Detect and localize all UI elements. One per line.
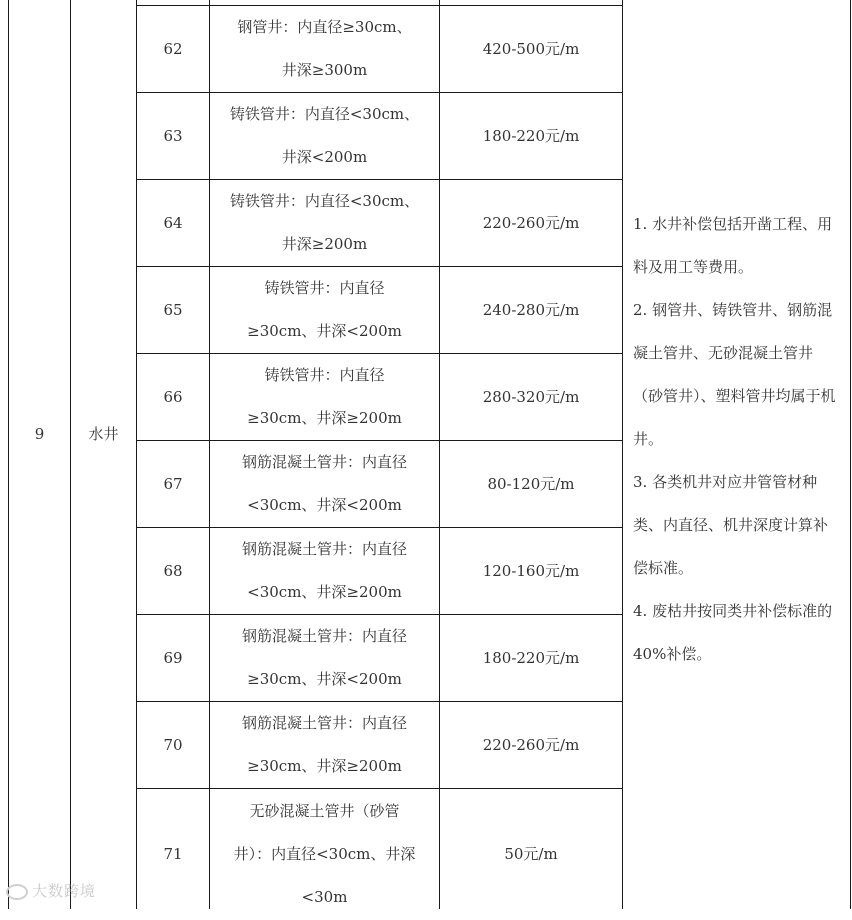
row-price <box>440 354 622 440</box>
category-name-text: 水井 <box>88 425 119 443</box>
row-number-text: 69 <box>163 648 183 667</box>
price-text: 240-280元/m <box>482 300 580 319</box>
category-number <box>9 0 70 869</box>
desc-line: 钢筋混凝土管井：内直径 <box>241 540 407 558</box>
desc-line: 钢筋混凝土管井：内直径 <box>241 453 407 471</box>
desc-line: ≥30cm、井深<200m <box>247 670 402 688</box>
watermark-text: 大数跨境 <box>32 882 97 900</box>
desc-line: 井深<200m <box>281 148 368 166</box>
desc-line: 井）：内直径<30cm、井深 <box>233 845 416 863</box>
row-number <box>137 528 209 614</box>
row-description <box>210 528 439 614</box>
row-description <box>210 180 439 266</box>
desc-line: 井深≥200m <box>281 235 368 253</box>
row-price <box>440 6 622 92</box>
row-number-text: 63 <box>163 126 183 145</box>
price-text: 180-220元/m <box>482 126 580 145</box>
row-price <box>440 180 622 266</box>
desc-line: <30cm、井深<200m <box>247 496 402 514</box>
row-number-text: 67 <box>163 474 183 493</box>
remark-item: 3. 各类机井对应井管管材种类、内直径、机井深度计算补偿标准。 <box>633 473 829 577</box>
desc-line: ≥30cm、井深≥200m <box>247 409 402 427</box>
desc-line: 铸铁管井：内直径<30cm、 <box>229 105 420 123</box>
row-description <box>210 702 439 788</box>
category-number-text: 9 <box>34 425 45 443</box>
row-number <box>137 267 209 353</box>
table-border-right <box>850 0 851 909</box>
price-text: 180-220元/m <box>482 648 580 667</box>
desc-line: ≥30cm、井深<200m <box>247 322 402 340</box>
row-description <box>210 615 439 701</box>
desc-line: <30cm、井深≥200m <box>247 583 402 601</box>
desc-line: ≥30cm、井深≥200m <box>247 757 402 775</box>
row-price <box>440 441 622 527</box>
category-name <box>71 0 136 869</box>
price-text: 120-160元/m <box>482 561 580 580</box>
row-number <box>137 441 209 527</box>
desc-line: <30m <box>301 888 348 906</box>
desc-line: 铸铁管井：内直径 <box>264 366 385 384</box>
desc-line: 无砂混凝土管井（砂管 <box>249 802 400 820</box>
row-price <box>440 789 622 920</box>
row-price <box>440 267 622 353</box>
desc-line: 铸铁管井：内直径 <box>264 279 385 297</box>
row-description <box>210 441 439 527</box>
desc-line: 铸铁管井：内直径<30cm、 <box>229 192 420 210</box>
remarks <box>633 203 838 676</box>
row-number <box>137 93 209 179</box>
row-number <box>137 180 209 266</box>
price-text: 80-120元/m <box>487 474 575 493</box>
row-description <box>210 789 439 920</box>
column-divider <box>622 0 623 909</box>
row-number-text: 68 <box>163 561 183 580</box>
desc-line: 井深≥300m <box>281 61 368 79</box>
row-number-text: 71 <box>163 845 183 863</box>
price-text: 220-260元/m <box>482 213 580 232</box>
row-price <box>440 615 622 701</box>
row-description <box>210 354 439 440</box>
row-description <box>210 93 439 179</box>
row-number <box>137 615 209 701</box>
row-number-text: 70 <box>163 735 183 754</box>
row-number-text: 62 <box>163 39 183 58</box>
price-text: 50元/m <box>504 845 558 863</box>
row-price <box>440 528 622 614</box>
row-number-text: 66 <box>163 387 183 406</box>
price-text: 280-320元/m <box>482 387 580 406</box>
row-description <box>210 267 439 353</box>
row-price <box>440 93 622 179</box>
row-number <box>137 702 209 788</box>
row-number <box>137 354 209 440</box>
row-number <box>137 789 209 920</box>
desc-line: 钢筋混凝土管井：内直径 <box>241 714 407 732</box>
row-number <box>137 6 209 92</box>
price-text: 220-260元/m <box>482 735 580 754</box>
row-number-text: 65 <box>163 300 183 319</box>
row-number-text: 64 <box>163 213 183 232</box>
remark-item: 1. 水井补偿包括开凿工程、用料及用工等费用。 <box>633 215 833 276</box>
desc-line: 钢管井：内直径≥30cm、 <box>237 18 412 36</box>
price-text: 420-500元/m <box>482 39 580 58</box>
watermark-logo-icon <box>6 884 28 900</box>
row-price <box>440 702 622 788</box>
remark-item: 2. 钢管井、铸铁管井、钢筋混凝土管井、无砂混凝土管井（砂管井）、塑料管井均属于机井。 <box>633 301 836 448</box>
watermark <box>6 880 96 901</box>
remark-item: 4. 废枯井按同类井补偿标准的40%补偿。 <box>633 602 833 663</box>
desc-line: 钢筋混凝土管井：内直径 <box>241 627 407 645</box>
row-description <box>210 6 439 92</box>
